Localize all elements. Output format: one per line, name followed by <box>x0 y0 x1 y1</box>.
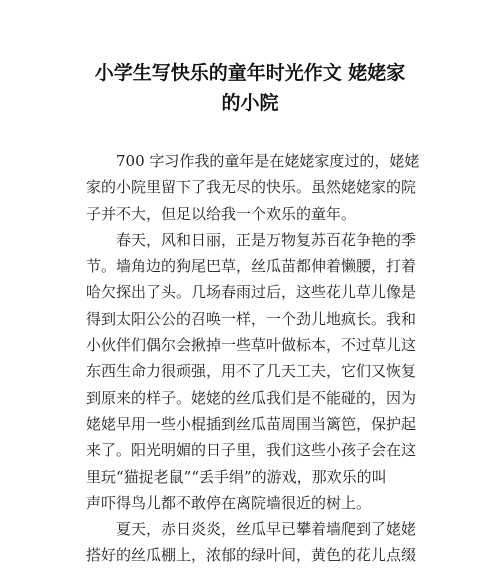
text-line: 得到太阳公公的召唤一样，一个劲儿地疯长。我和 <box>86 309 417 328</box>
title-line-1: 小学生写快乐的童年时光作文 姥姥家 <box>94 62 406 84</box>
text-line: 搭好的丝瓜棚上，浓郁的绿叶间，黄色的花儿点缀 <box>86 546 417 565</box>
text-line: 东西生命力很顽强，用不了几天工夫，它们又恢复 <box>86 362 417 381</box>
paragraph-1 <box>86 148 420 227</box>
text-line: 哈欠探出了头。几场春雨过后，这些花儿草儿像是 <box>86 283 417 302</box>
text-line: 节。墙角边的狗尾巴草，丝瓜苗都伸着懒腰，打着 <box>86 257 417 276</box>
text-line: 来了。阳光明媚的日子里，我们这些小孩子会在这 <box>86 441 417 460</box>
paragraph-2 <box>86 227 416 516</box>
text-line: 700 字习作我的童年是在姥姥家度过的，姥姥 <box>116 152 420 170</box>
text-line: 夏天，赤日炎炎，丝瓜早已攀着墙爬到了姥姥 <box>116 520 417 539</box>
text-line: 小伙伴们偶尔会揪掉一些草叶做标本，不过草儿这 <box>86 336 417 355</box>
title-line-2: 的小院 <box>221 92 279 114</box>
text-line: 里玩“猫捉老鼠”“丢手绢”的游戏，那欢乐的叫 <box>86 467 387 486</box>
text-line: 声吓得鸟儿都不敢停在离院墙很近的树上。 <box>86 493 372 512</box>
paragraph-3 <box>86 516 416 569</box>
article-body <box>86 148 420 569</box>
text-line: 姥姥早用一些小棍插到丝瓜苗周围当篱笆，保护起 <box>86 414 417 433</box>
article-title <box>60 58 440 118</box>
text-line: 春天，风和日丽，正是万物复苏百花争艳的季 <box>116 230 417 249</box>
text-line: 子并不大，但足以给我一个欢乐的童年。 <box>86 204 357 223</box>
text-line: 到原来的样子。姥姥的丝瓜我们是不能碰的，因为 <box>86 388 417 407</box>
text-line: 家的小院里留下了我无尽的快乐。虽然姥姥家的院 <box>86 178 417 197</box>
